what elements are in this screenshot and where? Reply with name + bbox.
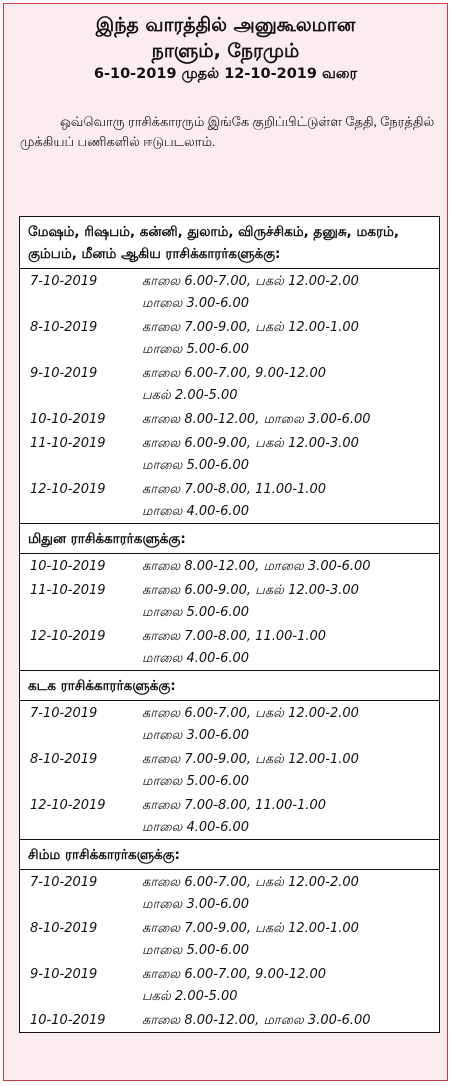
time-line: காலை 7.00-8.00, 11.00-1.00 bbox=[142, 798, 327, 813]
schedule-row bbox=[20, 431, 439, 477]
time-line: மாலை 5.00-6.00 bbox=[142, 605, 250, 620]
schedule-row bbox=[20, 793, 439, 839]
row-date: 9-10-2019 bbox=[30, 967, 98, 982]
schedule-row bbox=[20, 407, 439, 431]
section-heading: மிதுன ராசிக்காரர்களுக்கு: bbox=[20, 524, 439, 554]
row-date: 7-10-2019 bbox=[30, 274, 98, 289]
row-date: 7-10-2019 bbox=[30, 875, 98, 890]
row-date: 12-10-2019 bbox=[30, 482, 106, 497]
time-line: மாலை 3.00-6.00 bbox=[142, 296, 250, 311]
row-date: 8-10-2019 bbox=[30, 921, 98, 936]
title-line-1: இந்த வாரத்தில் அனுகூலமான bbox=[95, 14, 356, 36]
row-times bbox=[142, 433, 359, 477]
schedule-row bbox=[20, 361, 439, 407]
row-times bbox=[142, 918, 359, 962]
schedule-row bbox=[20, 701, 439, 747]
time-line: காலை 6.00-7.00, 9.00-12.00 bbox=[142, 967, 327, 982]
row-date: 10-10-2019 bbox=[30, 559, 106, 574]
schedule-row bbox=[20, 624, 439, 670]
row-times bbox=[142, 271, 359, 315]
schedule-row bbox=[20, 269, 439, 315]
row-date: 11-10-2019 bbox=[30, 583, 106, 598]
schedule-row bbox=[20, 916, 439, 962]
section-heading: கடக ராசிக்காரர்களுக்கு: bbox=[20, 671, 439, 701]
time-line: மாலை 4.00-6.00 bbox=[142, 820, 250, 835]
time-line: காலை 6.00-7.00, 9.00-12.00 bbox=[142, 366, 327, 381]
section-heading: சிம்ம ராசிக்காரர்களுக்கு: bbox=[20, 840, 439, 870]
schedule-section bbox=[20, 670, 439, 839]
time-line: மாலை 5.00-6.00 bbox=[142, 943, 250, 958]
schedule-section bbox=[20, 217, 439, 523]
schedule-section bbox=[20, 523, 439, 670]
schedule-row bbox=[20, 578, 439, 624]
time-line: காலை 7.00-8.00, 11.00-1.00 bbox=[142, 629, 327, 644]
time-line: காலை 7.00-8.00, 11.00-1.00 bbox=[142, 482, 327, 497]
time-line: காலை 8.00-12.00, மாலை 3.00-6.00 bbox=[142, 1013, 371, 1028]
time-line: மாலை 3.00-6.00 bbox=[142, 728, 250, 743]
row-times bbox=[142, 626, 326, 670]
schedule-row bbox=[20, 747, 439, 793]
time-line: மாலை 5.00-6.00 bbox=[142, 458, 250, 473]
row-times bbox=[142, 749, 359, 793]
row-date: 8-10-2019 bbox=[30, 752, 98, 767]
time-line: காலை 7.00-9.00, பகல் 12.00-1.00 bbox=[142, 752, 359, 767]
row-times bbox=[142, 1010, 371, 1032]
time-line: காலை 7.00-9.00, பகல் 12.00-1.00 bbox=[142, 921, 359, 936]
schedule-table bbox=[19, 216, 440, 1033]
row-times bbox=[142, 872, 359, 916]
page-frame bbox=[3, 3, 448, 1081]
row-date: 10-10-2019 bbox=[30, 412, 106, 427]
schedule-row bbox=[20, 962, 439, 1008]
schedule-row bbox=[20, 554, 439, 578]
date-range: 6-10-2019 முதல் 12-10-2019 வரை bbox=[93, 66, 358, 82]
time-line: பகல் 2.00-5.00 bbox=[142, 388, 238, 403]
time-line: மாலை 5.00-6.00 bbox=[142, 342, 250, 357]
intro-text: ஒவ்வொரு ராசிக்காரரும் இங்கே குறிப்பிட்டுள்ள தேதி, நேரத்தில் முக்கியப் பணிகளில் ஈடுபடலாம். bbox=[20, 114, 435, 149]
schedule-row bbox=[20, 477, 439, 523]
row-times bbox=[142, 703, 359, 747]
time-line: காலை 7.00-9.00, பகல் 12.00-1.00 bbox=[142, 320, 359, 335]
row-times bbox=[142, 964, 326, 1008]
row-times bbox=[142, 479, 326, 523]
time-line: காலை 6.00-7.00, பகல் 12.00-2.00 bbox=[142, 706, 359, 721]
row-times bbox=[142, 409, 371, 431]
time-line: பகல் 2.00-5.00 bbox=[142, 989, 238, 1004]
time-line: காலை 6.00-9.00, பகல் 12.00-3.00 bbox=[142, 583, 359, 598]
time-line: காலை 8.00-12.00, மாலை 3.00-6.00 bbox=[142, 412, 371, 427]
row-times bbox=[142, 363, 326, 407]
row-date: 11-10-2019 bbox=[30, 436, 106, 451]
time-line: காலை 8.00-12.00, மாலை 3.00-6.00 bbox=[142, 559, 371, 574]
row-date: 9-10-2019 bbox=[30, 366, 98, 381]
row-date: 12-10-2019 bbox=[30, 798, 106, 813]
row-times bbox=[142, 795, 326, 839]
title-line-2: நாளும், நேரமும் bbox=[151, 40, 300, 62]
row-date: 7-10-2019 bbox=[30, 706, 98, 721]
time-line: மாலை 4.00-6.00 bbox=[142, 504, 250, 519]
time-line: காலை 6.00-7.00, பகல் 12.00-2.00 bbox=[142, 274, 359, 289]
time-line: மாலை 3.00-6.00 bbox=[142, 897, 250, 912]
time-line: மாலை 4.00-6.00 bbox=[142, 651, 250, 666]
row-date: 8-10-2019 bbox=[30, 320, 98, 335]
time-line: காலை 6.00-7.00, பகல் 12.00-2.00 bbox=[142, 875, 359, 890]
schedule-row bbox=[20, 315, 439, 361]
page-title bbox=[4, 12, 447, 64]
section-heading: மேஷம், ரிஷபம், கன்னி, துலாம், விருச்சிகம், தனுசு, மகரம், கும்பம், மீனம் ஆகிய ராசிக்காரர்களுக்கு: bbox=[20, 217, 439, 269]
row-date: 10-10-2019 bbox=[30, 1013, 106, 1028]
schedule-row bbox=[20, 870, 439, 916]
row-date: 12-10-2019 bbox=[30, 629, 106, 644]
row-times bbox=[142, 317, 359, 361]
time-line: காலை 6.00-9.00, பகல் 12.00-3.00 bbox=[142, 436, 359, 451]
schedule-section bbox=[20, 839, 439, 1032]
row-times bbox=[142, 556, 371, 578]
schedule-row bbox=[20, 1008, 439, 1032]
time-line: மாலை 5.00-6.00 bbox=[142, 774, 250, 789]
row-times bbox=[142, 580, 359, 624]
